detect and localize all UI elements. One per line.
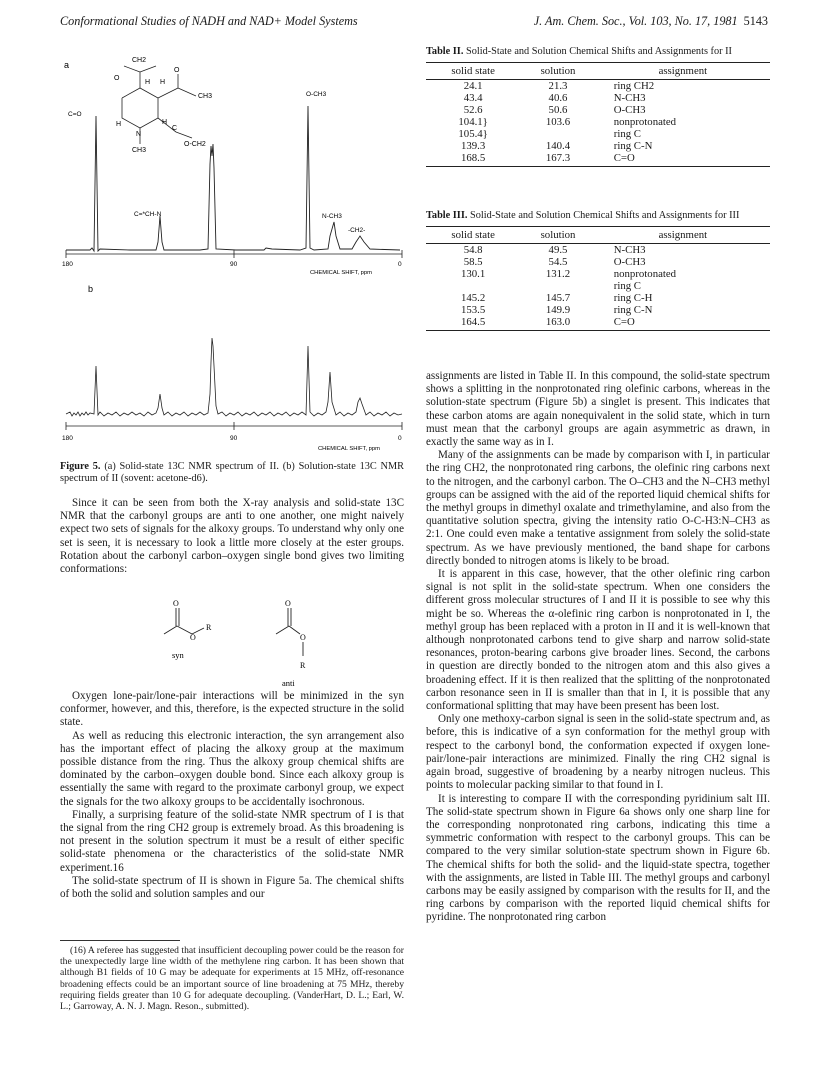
axis-a-label-90: 90 [230, 261, 238, 268]
table-row [426, 140, 770, 152]
syn-ester-o: O [190, 633, 196, 642]
table-row [426, 116, 770, 128]
table-2-grid [426, 62, 770, 167]
peak-label-ch2: -CH2- [348, 227, 366, 234]
axis-b-label-90: 90 [230, 435, 238, 442]
table-cell: ring CH2 [613, 80, 655, 93]
axis-b-label-0: 0 [398, 435, 402, 442]
table-3 [426, 210, 770, 331]
table-row [426, 152, 770, 167]
table-cell: N-CH3 [613, 92, 646, 105]
struct-h1-label: H [145, 79, 151, 86]
table-cell: 153.5 [460, 304, 486, 317]
table-3-label: Table III. [426, 210, 468, 221]
table-cell: nonprotonated [613, 268, 677, 281]
spectrum-b-trace [66, 338, 402, 416]
struct-o-label: O [114, 75, 120, 82]
anti-label: anti [282, 678, 295, 688]
axis-a-label-0: 0 [398, 261, 402, 268]
table-cell: 21.3 [548, 80, 568, 93]
figure-5-svg [60, 46, 404, 466]
struct-h3-label: H [116, 121, 122, 128]
table-cell: O-CH3 [613, 104, 646, 117]
table-cell: 54.5 [548, 256, 568, 269]
table-cell: 105.4} [458, 128, 488, 141]
table-cell: 163.0 [520, 316, 595, 331]
table-cell: ring C [613, 280, 642, 293]
table-row [426, 280, 770, 292]
paragraph: Since it can be seen from both the X-ray analysis and solid-state 13C NMR that the carbonyl groups are anti to one another, one might naively expect two sets of signals for the alkoxy groups. To understand why only one set is seen, it is necessary to look a little more closely at the ester groups. Rotation about the carbonyl carbon–oxygen single bond gives two limiting conformations: [60, 497, 404, 576]
table-cell: C=O [596, 152, 770, 167]
caption-label: Figure 5. [60, 461, 101, 472]
table-cell: 168.5 [426, 152, 520, 167]
syn-r-label: R [206, 623, 212, 632]
table-cell: 104.1} [458, 116, 488, 129]
table-row [426, 268, 770, 280]
paragraph: It is interesting to compare II with the corresponding pyridinium salt III. The solid-state spectrum shown in Figure 6a shows only one sharp line for the corresponding nonprotonated ring carbons, indicating this time a symmetric conformation with respect to the carbonyl groups. This can be compared to the very similar solution-state spectrum shown in Figure 6b. The chemical shifts for both the solid- and the liquid-state spectra, together with the assignments, are listed in Table III. The methyl groups and carbonyl carbons may be easily assigned by comparison with the results for II, and the ring carbons by comparison with the reported liquid chemical shifts for pyridine. The nonprotonated ring carbon [426, 792, 770, 924]
caption-text: (a) Solid-state 13C NMR spectrum of II. (b) Solution-state 13C NMR spectrum of II (sovent: acetone-d6). [60, 461, 405, 485]
table-cell: ring C [613, 128, 642, 141]
table-cell: 131.2 [545, 268, 571, 281]
page-number: 5143 [743, 14, 768, 28]
panel-a-label: a [64, 60, 70, 70]
table-cell [520, 128, 595, 140]
table-cell [520, 280, 595, 292]
running-head-journal [534, 14, 768, 29]
table-row [426, 80, 770, 93]
struct-ch2-label: CH2 [132, 57, 147, 64]
table-row [426, 292, 770, 304]
journal-citation: J. Am. Chem. Soc., Vol. 103, No. 17, 1981 [533, 14, 738, 28]
anti-ester-o: O [300, 633, 306, 642]
table-3-title: Solid-State and Solution Chemical Shifts and Assignments for III [467, 210, 740, 221]
axis-b-title: CHEMICAL SHIFT, ppm [318, 446, 380, 452]
paragraph: As well as reducing this electronic interaction, the syn arrangement also has the important effect of placing the alkoxy group at the maximum possible distance from the ring. Thus the alkoxy group chemical shifts are dominated by the carbon–oxygen double bond. Since each alkoxy group is essentially the same with regard to the proximate carbonyl group, we expect the signals for the two alkoxy groups to be accidentally isochronous. [60, 729, 404, 808]
table-cell: ring C-N [613, 304, 653, 317]
table-3-header: solid state [426, 227, 520, 244]
anti-carbonyl-o: O [285, 599, 291, 608]
table-cell: 40.6 [548, 92, 568, 105]
table-cell: 140.4 [545, 140, 571, 153]
left-text-block-1 [60, 497, 404, 576]
structure-sketch [122, 66, 196, 144]
table-cell: 139.3 [460, 140, 486, 153]
axis-a-label-180: 180 [62, 261, 73, 268]
table-cell: 130.1 [460, 268, 486, 281]
peak-label-co: C=O [68, 111, 82, 118]
syn-label: syn [172, 650, 184, 660]
struct-o2-label: O [174, 67, 180, 74]
paragraph: assignments are listed in Table II. In this compound, the solid-state spectrum shows a splitting in the nonprotonated ring olefinic carbons, whereas in the solution-state spectrum (Figure 5b) a singlet is present. This indicates that these carbon atoms are again nonequivalent in the solid state, which in turn must mean that the carbonyl groups are again asymmetric as drawn, in exactly the same way as in I. [426, 370, 770, 449]
table-row [426, 304, 770, 316]
table-2-title: Solid-State and Solution Chemical Shifts and Assignments for II [463, 46, 732, 57]
table-cell: 43.4 [463, 92, 483, 105]
table-row [426, 244, 770, 257]
struct-ch3-label: CH3 [198, 93, 213, 100]
table-cell: 145.2 [460, 292, 486, 305]
table-row [426, 128, 770, 140]
table-cell: 52.6 [463, 104, 483, 117]
table-cell: N-CH3 [613, 244, 646, 257]
table-row [426, 316, 770, 331]
table-2-caption [426, 46, 770, 58]
axis-b-label-180: 180 [62, 435, 73, 442]
table-2 [426, 46, 770, 167]
table-2-header: solution [520, 63, 595, 80]
table-cell: 49.5 [548, 244, 568, 257]
table-cell: 54.8 [463, 244, 483, 257]
table-cell: 167.3 [520, 152, 595, 167]
footnote-16: (16) A referee has suggested that insufficient decoupling power could be the reason for the unexpectedly large line width of the methylene ring carbon. It has been shown that although B1 fields of 10 G may be adequate for experiments at 15 MHz, off-resonance broadening effects could be an important source of line broadening at 75 MHz, thereby requiring fields greater than 10 G for adequate decoupling. (VanderHart, D. L.; Earl, W. L.; Garroway, A. N. J. Magn. Reson., submitted). [60, 945, 404, 1013]
conformer-svg [60, 594, 404, 690]
peak-label-ring: C=*CH-N [134, 211, 162, 218]
table-row [426, 104, 770, 116]
struct-h4-label: H [162, 119, 168, 126]
syn-carbonyl-o: O [173, 599, 179, 608]
table-cell: 103.6 [545, 116, 571, 129]
figure-5 [60, 46, 404, 466]
table-3-header: assignment [596, 227, 770, 244]
table-3-grid [426, 226, 770, 331]
struct-n-label: N [136, 131, 142, 138]
table-3-header: solution [520, 227, 595, 244]
conformer-diagram [60, 594, 404, 690]
table-cell: 58.5 [463, 256, 483, 269]
anti-r-label: R [300, 661, 306, 670]
paragraph: The solid-state spectrum of II is shown in Figure 5a. The chemical shifts of both the solid and solution samples and our [60, 874, 404, 901]
table-cell: ring C-H [613, 292, 653, 305]
table-cell: 149.9 [545, 304, 571, 317]
table-cell: 164.5 [426, 316, 520, 331]
struct-nch3-label: CH3 [132, 147, 147, 154]
table-cell [426, 280, 520, 292]
table-cell: 145.7 [545, 292, 571, 305]
peak-label-och3: O-CH3 [306, 91, 327, 98]
running-head-title: Conformational Studies of NADH and NAD+ Model Systems [60, 14, 358, 28]
peak-label-nch3: N-CH3 [322, 213, 342, 220]
table-cell: ring C-N [613, 140, 653, 153]
table-2-header: solid state [426, 63, 520, 80]
struct-och2-label: O-CH2 [184, 141, 206, 148]
paragraph: Many of the assignments can be made by comparison with I, in particular the ring CH2, the nonprotonated ring carbons, the olefinic ring carbons next to the nitrogen, and the carbonyl carbon. The O–CH3 and the N–CH3 methyl groups can be assigned with the aid of the reported liquid chemical shifts for the methyl groups in dimethyl oxalate and trimethylamine, and also from the quantitative solution spectra, giving the intensity ratio O-C-H3:N–CH3 as 2:1. One could even make a tentative assignment from solely the solid-state spectrum. As we have previously mentioned, the band shape for carbons directly bonded to nitrogen atoms is likely to be broad. [426, 449, 770, 567]
left-text-block-2 [60, 690, 404, 901]
table-cell: 24.1 [463, 80, 483, 93]
panel-b-label: b [88, 284, 94, 294]
footnote-rule [60, 940, 180, 941]
paragraph: Finally, a surprising feature of the solid-state NMR spectrum of I is that the signal from the ring CH2 group is extremely broad. As this broadening is not present in the solution spectrum it must be a result of either specific solid-state phenomena or the characteristics of the solid-state NMR experiment.16 [60, 808, 404, 874]
paragraph: It is apparent in this case, however, that the other olefinic ring carbon signal is not split in the solid-state spectrum. When one considers the different gross molecular structures of I and II it is possible to see why this might be so. Whereas the α-olefinic ring carbon is nonprotonated in I, the methyl group has been replaced with a proton in II and it is well-known that although nonprotonated carbons tend to give sharp and narrow solid-state resonances, proton-bearing carbons give broader lines. Second, the carbons in question are directly bonded to the nitrogen atom and this also gives a broadening effect. If it is then realized that the splitting of the nonprotonated carbon resonance seen in II is smaller than that in I, it is possible that any conformational splitting that may have been present has been lost. [426, 568, 770, 713]
paragraph: Oxygen lone-pair/lone-pair interactions will be minimized in the syn conformer, however, and this, therefore, is the expected structure in the solid state. [60, 690, 404, 729]
table-3-caption [426, 210, 770, 222]
table-row [426, 256, 770, 268]
struct-c-label: C [172, 125, 178, 132]
paragraph: Only one methoxy-carbon signal is seen in the solid-state spectrum and, as before, this is indicative of a syn conformation for the methyl group with respect to the carbonyl bond, the conformation expected if oxygen lone-pair/lone-pair interactions are minimized. Finally the ring CH2 signal is again broad, suggestive of broadening by a nearby nitrogen nucleus. This points to molecular packing similar to that found in I. [426, 713, 770, 792]
table-cell: nonprotonated [613, 116, 677, 129]
figure-5-caption [60, 461, 404, 485]
table-2-header: assignment [596, 63, 770, 80]
axis-a-title: CHEMICAL SHIFT, ppm [310, 270, 372, 276]
right-text-block [426, 370, 770, 925]
table-2-label: Table II. [426, 46, 464, 57]
table-cell: C=O [596, 316, 770, 331]
table-row [426, 92, 770, 104]
table-cell: 50.6 [548, 104, 568, 117]
struct-h2-label: H [160, 79, 166, 86]
table-cell: O-CH3 [613, 256, 646, 269]
